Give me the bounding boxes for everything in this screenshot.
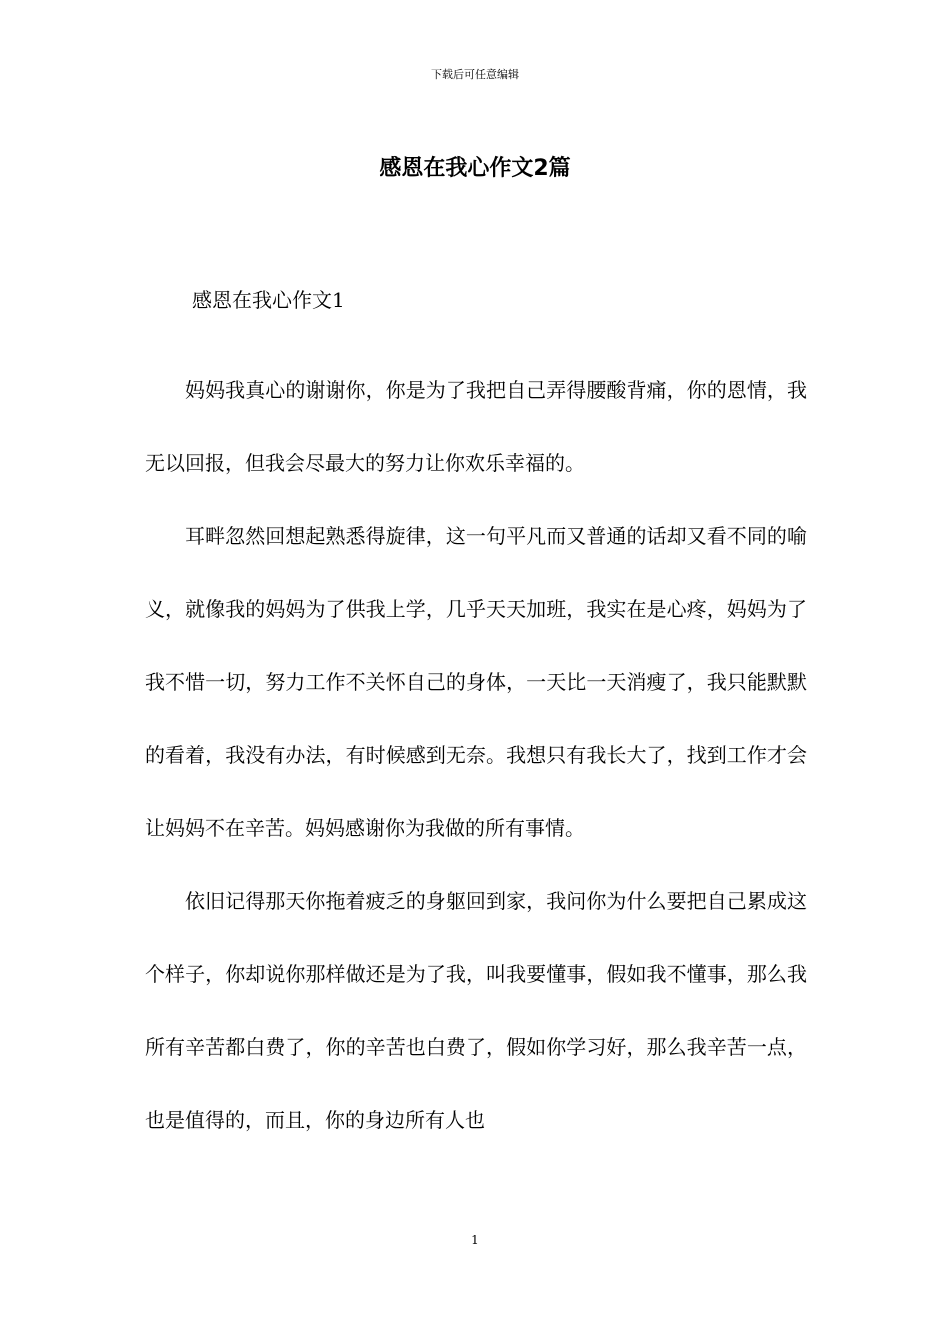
body-text	[145, 354, 807, 1157]
paragraph-1: 妈妈我真心的谢谢你，你是为了我把自己弄得腰酸背痛，你的恩情，我无以回报，但我会尽最大的努力让你欢乐幸福的。	[145, 378, 807, 475]
page-number: 1	[471, 1233, 479, 1247]
header-note: 下载后可任意编辑	[431, 68, 519, 81]
paragraph-2: 耳畔忽然回想起熟悉得旋律，这一句平凡而又普通的话却又看不同的喻义，就像我的妈妈为了供我上学，几乎天天加班，我实在是心疼，妈妈为了我不惜一切，努力工作不关怀自己的身体，一天比一天消瘦了，我只能默默的看着，我没有办法，有时候感到无奈。我想只有我长大了，找到工作才会让妈妈不在辛苦。妈妈感谢你为我做的所有事情。	[145, 524, 807, 840]
section-heading: 感恩在我心作文1	[192, 288, 345, 312]
document-title: 感恩在我心作文2篇	[379, 156, 571, 181]
paragraph-3: 依旧记得那天你拖着疲乏的身躯回到家，我问你为什么要把自己累成这个样子，你却说你那样做还是为了我，叫我要懂事，假如我不懂事，那么我所有辛苦都白费了，你的辛苦也白费了，假如你学习好，那么我辛苦一点，也是值得的，而且，你的身边所有人也	[145, 889, 807, 1132]
